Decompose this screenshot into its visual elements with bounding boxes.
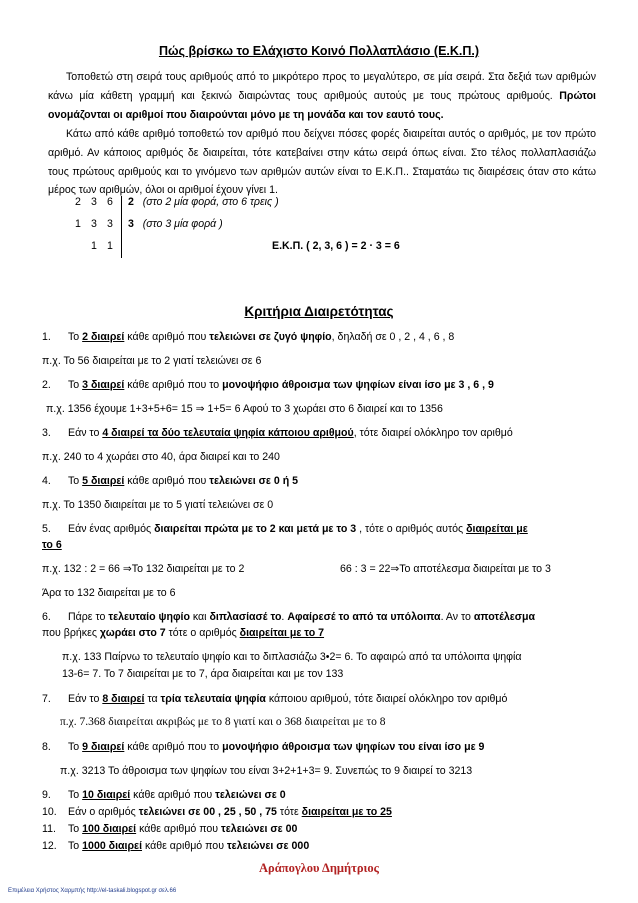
criterion-1-example: π.χ. Το 56 διαιρείται με το 2 γιατί τελειώνει σε 6 <box>42 355 262 367</box>
text: 9 διαιρεί <box>82 741 125 753</box>
example-row-2-divisor <box>128 218 223 230</box>
intro-text: Τοποθετώ στη σειρά τους αριθμούς από το μικρότερο προς το μεγαλύτερο, σε μία σειρά. Στα δεξιά των αριθμών κάνω μία κάθετη γραμμή και ξεκινώ διαιρώντας τους αριθμούς αυτούς με τους πρώτους αριθμούς. <box>48 71 596 102</box>
criterion-9 <box>42 789 602 801</box>
text: , τότε διαιρεί ολόκληρο τον αριθμό <box>353 427 513 439</box>
criterion-number: 6. <box>42 611 51 623</box>
text: το 6 <box>42 539 62 551</box>
text: . Αν το <box>440 611 474 623</box>
text: . <box>281 611 288 623</box>
text: Το <box>68 789 83 801</box>
criterion-8-example: π.χ. 3213 Το άθροισμα των ψηφίων του είναι 3+2+1+3= 9. Συνεπώς το 9 διαιρεί το 3213 <box>60 765 473 777</box>
text: κάθε αριθμό που <box>142 840 227 852</box>
criterion-5-example-1: π.χ. 132 : 2 = 66 ⇒Το 132 διαιρείται με το 2 <box>42 563 245 575</box>
criterion-6 <box>42 611 602 623</box>
example-row-2-numbers <box>70 218 118 230</box>
criterion-2 <box>42 379 602 391</box>
text: 100 διαιρεί <box>82 823 137 835</box>
example-note: (στο 2 μία φορά, στο 6 τρεις ) <box>142 196 279 208</box>
footer-credit: Επιμέλεια Χρήστος Χαρμπής http://el-taskali.blogspot.gr σελ.66 <box>8 888 177 894</box>
text: διαιρείται πρώτα με το 2 και μετά με το 3 <box>154 523 357 535</box>
criterion-number: 10. <box>42 806 57 818</box>
criterion-number: 12. <box>42 840 57 852</box>
example-result: Ε.Κ.Π. ( 2, 3, 6 ) = 2 · 3 = 6 <box>272 240 400 252</box>
intro-paragraph-2: Κάτω από κάθε αριθμό τοποθετώ τον αριθμό που δείχνει πόσες φορές διαιρείται αυτός ο αριθμός, με τον πρώτο αριθμό. Αν κάποιος αριθμός δε διαιρείται, τότε κατεβαίνει στην κάτω σειρά όπως είναι. Στο τέλος πολλαπλασιάζω τους πρώτους αριθμούς και το γινόμενο των αριθμών αυτών είναι το Ε.Κ.Π.. Σταματάω τις διαιρέσεις όταν στο κάτω μέρος των αριθμών, όλοι οι αριθμοί έχουν γίνει 1. <box>48 128 596 197</box>
text: που βρήκες <box>42 627 100 639</box>
text: Εάν το <box>68 693 103 705</box>
criterion-number: 1. <box>42 331 51 343</box>
author-name: Αράπογλου Δημήτριος <box>259 861 379 875</box>
text: κάθε αριθμό που το <box>124 379 223 391</box>
criterion-7 <box>42 693 602 705</box>
example-row-3-numbers <box>86 240 118 252</box>
criterion-4 <box>42 475 602 487</box>
text: Αφαίρεσέ το από τα υπόλοιπα <box>287 611 441 623</box>
criterion-number: 2. <box>42 379 51 391</box>
example-number: 3 <box>91 218 97 230</box>
example-row-1-numbers <box>70 196 118 208</box>
text: κάθε αριθμό που <box>136 823 222 835</box>
text: χωράει στο 7 <box>99 627 166 639</box>
criterion-6-example-2: 13-6= 7. Το 7 διαιρείται με το 7, άρα διαιρείται και με τον 133 <box>62 668 344 680</box>
text: Το <box>68 840 83 852</box>
criterion-10 <box>42 806 602 818</box>
text: 8 διαιρεί <box>102 693 145 705</box>
text: διπλασίασέ το <box>209 611 282 623</box>
text: Το <box>68 331 83 343</box>
text: μονοψήφιο άθροισμα των ψηφίων είναι ίσο με 3 , 6 , 9 <box>222 379 494 391</box>
intro-bold-text: Πρώτοι ονομάζονται οι αριθμοί που διαιρούνται μόνο με τη μονάδα και τον εαυτό τους. <box>48 89 596 121</box>
text: τελειώνει σε 0 ή 5 <box>209 475 298 487</box>
criterion-number: 9. <box>42 789 51 801</box>
criterion-3 <box>42 427 602 439</box>
criterion-1 <box>42 331 602 343</box>
text: διαιρείται με <box>466 523 528 535</box>
example-note: (στο 3 μία φορά ) <box>142 218 223 230</box>
example-number: 1 <box>107 240 113 252</box>
text: τελειώνει σε 00 <box>221 823 298 835</box>
criterion-8 <box>42 741 602 753</box>
text: μονοψήφιο άθροισμα των ψηφίων του είναι ίσο με 9 <box>222 741 485 753</box>
text: τότε ο αριθμός <box>165 627 240 639</box>
text: τελειώνει σε 000 <box>226 840 310 852</box>
criterion-11 <box>42 823 602 835</box>
criterion-number: 8. <box>42 741 51 753</box>
text: Το <box>68 823 83 835</box>
text: διαιρείται με το 25 <box>301 806 392 818</box>
criterion-6-example-1: π.χ. 133 Παίρνω το τελευταίο ψηφίο και το διπλασιάζω 3•2= 6. Το αφαιρώ από τα υπόλοιπα ψηφία <box>62 651 522 663</box>
text: Πάρε το <box>68 611 109 623</box>
example-number: 3 <box>91 196 97 208</box>
example-number: 1 <box>75 218 81 230</box>
example-number: 1 <box>91 240 97 252</box>
criterion-number: 5. <box>42 523 51 535</box>
text: Το <box>68 379 83 391</box>
text: και <box>189 611 210 623</box>
text: κάποιου αριθμού, τότε διαιρεί ολόκληρο τον αριθμό <box>265 693 508 705</box>
text: 4 διαιρεί τα δύο τελευταία ψηφία κάποιου αριθμού <box>102 427 354 439</box>
criterion-2-example: π.χ. 1356 έχουμε 1+3+5+6= 15 ⇒ 1+5= 6 Αφού το 3 χωράει στο 6 διαιρεί και το 1356 <box>46 403 443 415</box>
example-row-1-divisor <box>128 196 279 208</box>
criterion-number: 3. <box>42 427 51 439</box>
text: τότε <box>276 806 302 818</box>
text: κάθε αριθμό που <box>124 475 210 487</box>
text: κάθε αριθμό που <box>130 789 216 801</box>
text: Το <box>68 741 83 753</box>
criterion-3-example: π.χ. 240 το 4 χωράει στο 40, άρα διαιρεί και το 240 <box>42 451 280 463</box>
criterion-number: 7. <box>42 693 51 705</box>
text: 5 διαιρεί <box>82 475 125 487</box>
criteria-title: Κριτήρια Διαιρετότητας <box>244 304 394 319</box>
intro-paragraph-1 <box>48 68 596 124</box>
divisor: 3 <box>128 218 134 230</box>
criterion-5-continued <box>42 539 602 551</box>
text: τρία τελευταία ψηφία <box>160 693 266 705</box>
text: 2 διαιρεί <box>82 331 125 343</box>
criterion-5 <box>42 523 602 535</box>
text: 3 διαιρεί <box>82 379 125 391</box>
text: τελευταίο ψηφίο <box>108 611 190 623</box>
criterion-6-continued <box>42 627 602 639</box>
text: κάθε αριθμό που το <box>124 741 223 753</box>
criterion-7-example: π.χ. 7.368 διαιρείται ακριβώς με το 8 γιατί και ο 368 διαιρείται με το 8 <box>60 716 386 728</box>
text: Εάν το <box>68 427 103 439</box>
text: 10 διαιρεί <box>82 789 131 801</box>
example-number: 2 <box>75 196 81 208</box>
text: , δηλαδή σε 0 , 2 , 4 , 6 , 8 <box>331 331 455 343</box>
criterion-12 <box>42 840 602 852</box>
text: 1000 διαιρεί <box>82 840 143 852</box>
example-number: 6 <box>107 196 113 208</box>
text: Εάν ένας αριθμός <box>68 523 155 535</box>
text: αποτέλεσμα <box>473 611 536 623</box>
example-number: 3 <box>107 218 113 230</box>
division-vertical-line <box>121 196 122 258</box>
text: , τότε ο αριθμός αυτός <box>356 523 467 535</box>
text: τελειώνει σε ζυγό ψηφίο <box>209 331 332 343</box>
divisor: 2 <box>128 196 134 208</box>
criterion-4-example: π.χ. Το 1350 διαιρείται με το 5 γιατί τελειώνει σε 0 <box>42 499 274 511</box>
page-title: Πώς βρίσκω το Ελάχιστο Κοινό Πολλαπλάσιο (Ε.Κ.Π.) <box>158 44 480 58</box>
criterion-5-example-2: 66 : 3 = 22⇒Το αποτέλεσμα διαιρείται με το 3 <box>340 563 551 575</box>
criterion-number: 4. <box>42 475 51 487</box>
text: διαιρείται με το 7 <box>239 627 325 639</box>
text: κάθε αριθμό που <box>124 331 210 343</box>
text: τα <box>144 693 161 705</box>
text: τελειώνει σε 00 , 25 , 50 , 75 <box>138 806 277 818</box>
criterion-5-example-3: Άρα το 132 διαιρείται με το 6 <box>42 587 176 599</box>
criterion-number: 11. <box>42 823 56 835</box>
text: τελειώνει σε 0 <box>215 789 286 801</box>
text: Το <box>68 475 83 487</box>
text: Εάν ο αριθμός <box>68 806 139 818</box>
